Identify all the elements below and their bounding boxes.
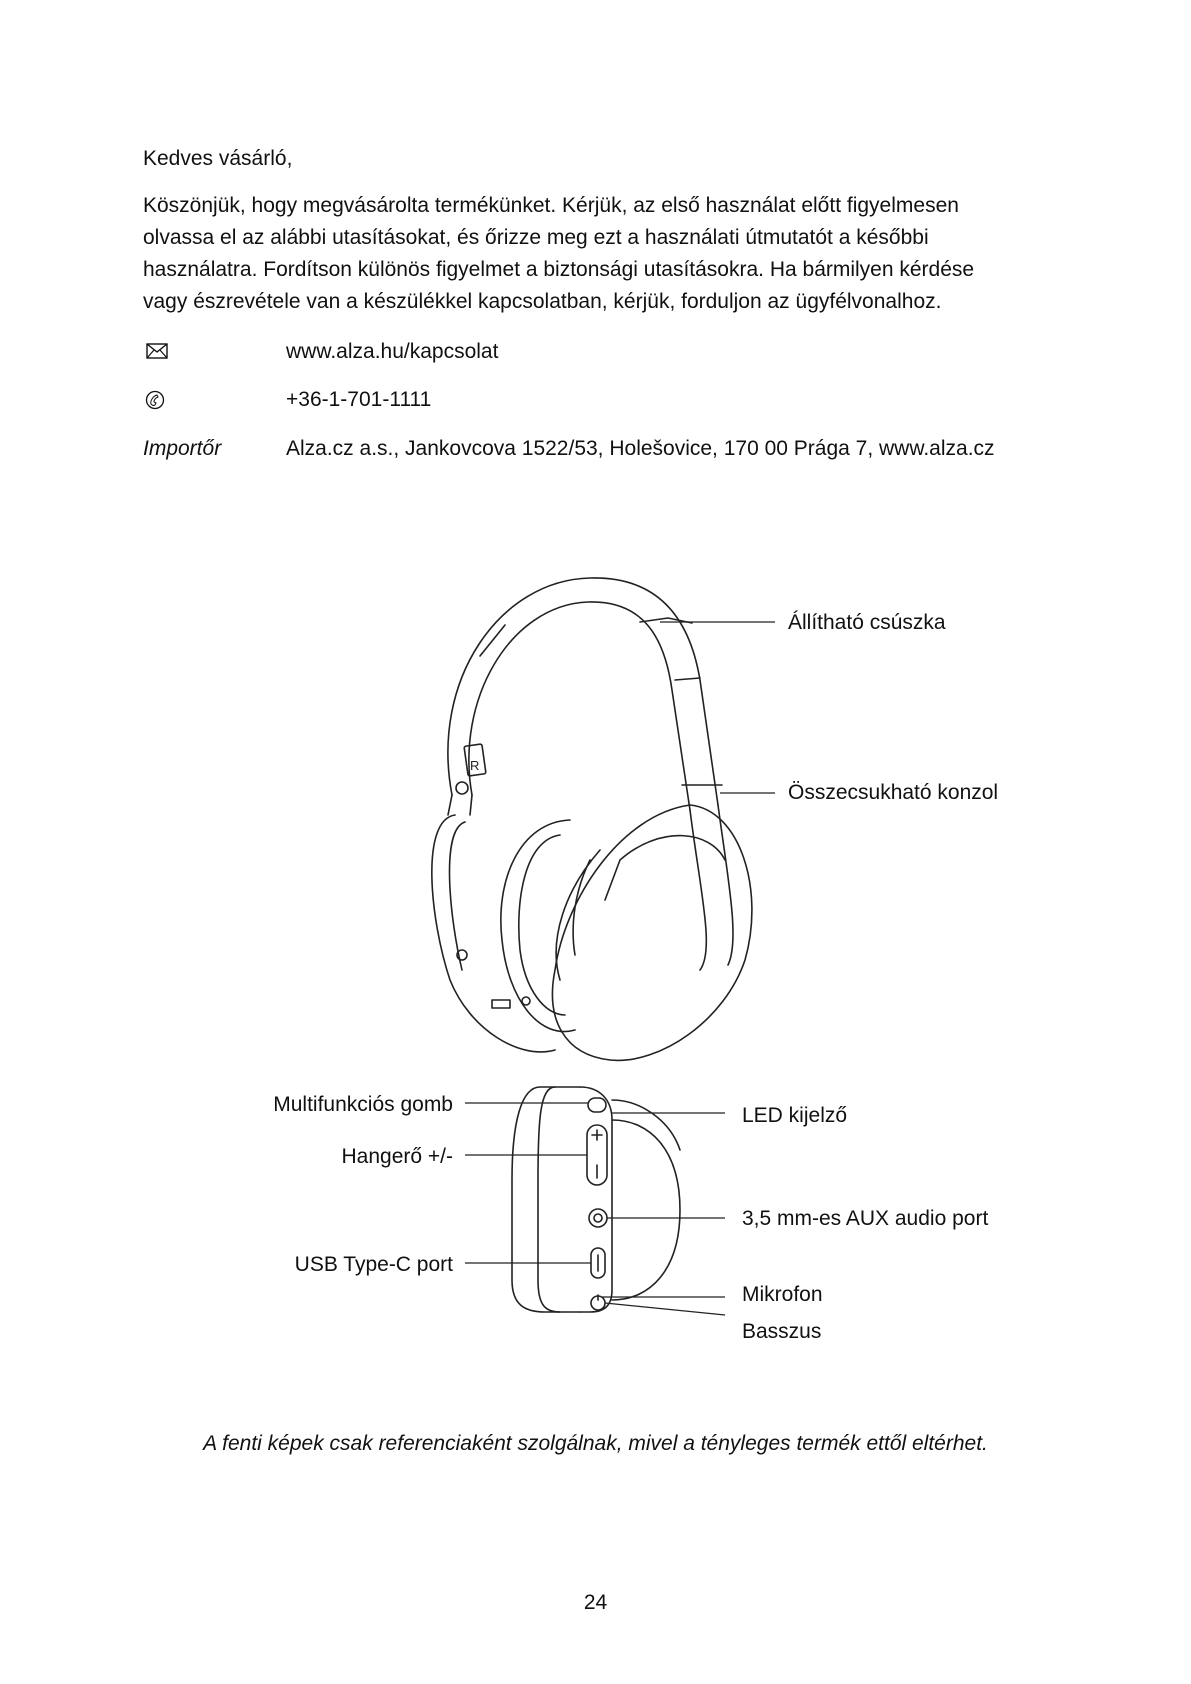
bass-callout-line	[605, 1303, 725, 1315]
importer-label: Importőr	[143, 437, 222, 460]
page-number: 24	[583, 1591, 608, 1614]
bracket-label: Összecsukható konzol	[788, 781, 999, 804]
intro-paragraph	[143, 190, 1043, 318]
greeting: Kedves vásárló,	[143, 147, 293, 170]
bass-label: Basszus	[742, 1320, 822, 1343]
aux-label: 3,5 mm-es AUX audio port	[742, 1207, 989, 1230]
intro-line: használatra. Fordítson különös figyelmet a biztonsági utasításokra. Ha bármilyen kérdése	[143, 258, 975, 281]
intro-line: Köszönjük, hogy megvásárolta termékünket. Kérjük, az első használat előtt figyelmesen	[143, 194, 959, 217]
volume-label: Hangerő +/-	[341, 1145, 453, 1168]
slider-label: Állítható csúszka	[788, 611, 946, 634]
multifunction-label: Multifunkciós gomb	[273, 1093, 453, 1116]
led-label: LED kijelző	[742, 1104, 848, 1127]
mic-label: Mikrofon	[742, 1283, 823, 1306]
earcup-marker-label: R	[470, 758, 480, 773]
headphone-diagram	[0, 560, 1191, 1380]
intro-line: olvassa el az alábbi utasításokat, és őrizze meg ezt a használati útmutatót a későbbi	[143, 226, 929, 249]
headphone-illustration	[0, 560, 1191, 1380]
intro-line: vagy észrevétele van a készülékkel kapcsolatban, kérjük, forduljon az ügyfélvonalhoz.	[143, 290, 942, 313]
phone-icon	[145, 390, 165, 410]
envelope-icon	[146, 343, 168, 359]
contact-web-link[interactable]: www.alza.hu/kapcsolat	[286, 340, 499, 363]
importer-value: Alza.cz a.s., Jankovcova 1522/53, Holešovice, 170 00 Prága 7, www.alza.cz	[286, 437, 995, 460]
disclaimer: A fenti képek csak referenciaként szolgálnak, mivel a tényleges termék ettől eltérhet.	[203, 1432, 988, 1455]
usb-label: USB Type-C port	[294, 1253, 453, 1276]
contact-phone: +36-1-701-1111	[286, 388, 432, 411]
